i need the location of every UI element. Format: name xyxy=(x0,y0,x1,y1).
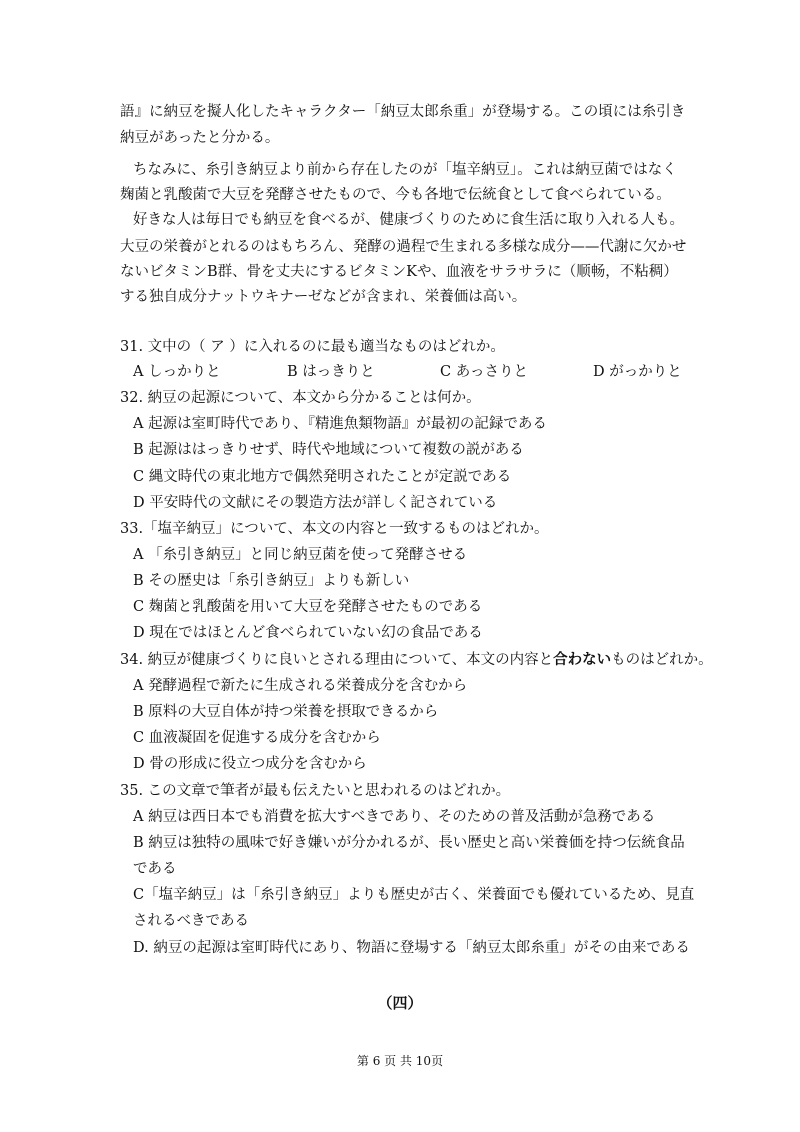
question-32-option-d: D 平安時代の文献にその製造方法が詳しく記されている xyxy=(133,495,498,511)
passage-line: 好きな人は毎日でも納豆を食べるが、健康づくりのために食生活に取り入れる人も。 xyxy=(133,212,684,228)
question-33-option-a: A 「糸引き納豆」と同じ納豆菌を使って発酵させる xyxy=(133,547,468,563)
question-32-option-b: B 起源ははっきりせず、時代や地域について複数の説がある xyxy=(133,442,524,458)
question-32-option-a: A 起源は室町時代であり、『精進魚類物語』が最初の記録である xyxy=(133,416,547,432)
passage-line: 麹菌と乳酸菌で大豆を発酵させたもので、今も各地で伝統食として食べられている。 xyxy=(120,187,671,203)
question-31-option-b: B はっきりと xyxy=(287,364,375,380)
passage-line: 納豆があったと分かる。 xyxy=(120,130,280,146)
passage-line: する独自成分ナットウキナーゼなどが含まれ、栄養価は高い。 xyxy=(120,289,527,305)
question-33-stem: 33.「塩辛納豆」について、本文の内容と一致するものはどれか。 xyxy=(120,521,549,537)
question-33-option-d: D 現在ではほとんど食べられていない幻の食品である xyxy=(133,625,483,641)
page-number-footer: 第 6 页 共 10页 xyxy=(356,1054,444,1068)
passage-line: ないビタミンB群、骨を丈夫にするビタミンKや、血液をサラサラに（顺畅，不粘稠） xyxy=(120,264,678,280)
section-heading: （四） xyxy=(377,994,423,1012)
question-34-option-b: B 原料の大豆自体が持つ栄養を摂取できるから xyxy=(133,704,439,720)
passage-line: ちなみに、糸引き納豆より前から存在したのが「塩辛納豆」。これは納豆菌ではなく xyxy=(133,162,677,178)
question-34-option-c: C 血液凝固を促進する成分を含むから xyxy=(133,730,381,746)
question-32-option-c: C 縄文時代の東北地方で偶然発明されたことが定説である xyxy=(133,469,512,485)
question-34-stem-emphasis: 合わない xyxy=(553,651,612,668)
question-34-option-a: A 発酵過程で新たに生成される栄養成分を含むから xyxy=(133,678,468,694)
question-31-option-a: A しっかりと xyxy=(133,364,221,380)
question-32-stem: 32. 納豆の起源について、本文から分かることは何か。 xyxy=(120,390,481,406)
question-34-stem xyxy=(120,650,713,670)
question-33-option-b: B その歴史は「糸引き納豆」よりも新しい xyxy=(133,573,410,589)
question-35-option-b-cont: である xyxy=(133,861,177,877)
question-35-option-c-cont: されるべきである xyxy=(133,913,249,929)
passage-line: 語』に納豆を擬人化したキャラクター「納豆太郎糸重」が登場する。この頃には糸引き xyxy=(120,104,686,120)
question-31-stem: 31. 文中の（ ア ）に入れるのに最も適当なものはどれか。 xyxy=(120,339,505,355)
question-34-stem-text-end: ものはどれか。 xyxy=(611,652,713,668)
question-34-option-d: D 骨の形成に役立つ成分を含むから xyxy=(133,756,367,772)
question-35-option-b: B 納豆は独特の風味で好き嫌いが分かれるが、長い歴史と高い栄養価を持つ伝統食品 xyxy=(133,835,685,851)
question-35-stem: 35. この文章で筆者が最も伝えたいと思われるのはどれか。 xyxy=(120,783,511,799)
question-31-option-d: D がっかりと xyxy=(593,364,682,380)
question-33-option-c: C 麹菌と乳酸菌を用いて大豆を発酵させたものである xyxy=(133,599,483,615)
question-35-option-a: A 納豆は西日本でも消費を拡大すべきであり、そのための普及活動が急務である xyxy=(133,809,656,825)
passage-line: 大豆の栄養がとれるのはもちろん、発酵の過程で生まれる多様な成分——代謝に欠かせ xyxy=(120,239,687,255)
question-31-option-c: C あっさりと xyxy=(440,364,529,380)
question-35-option-d: D. 納豆の起源は室町時代にあり、物語に登場する「納豆太郎糸重」がその由来である xyxy=(133,940,690,956)
question-35-option-c: C「塩辛納豆」は「糸引き納豆」よりも歴史が古く、栄養面でも優れているため、見直 xyxy=(133,887,695,903)
question-34-stem-text: 34. 納豆が健康づくりに良いとされる理由について、本文の内容と xyxy=(120,652,554,668)
